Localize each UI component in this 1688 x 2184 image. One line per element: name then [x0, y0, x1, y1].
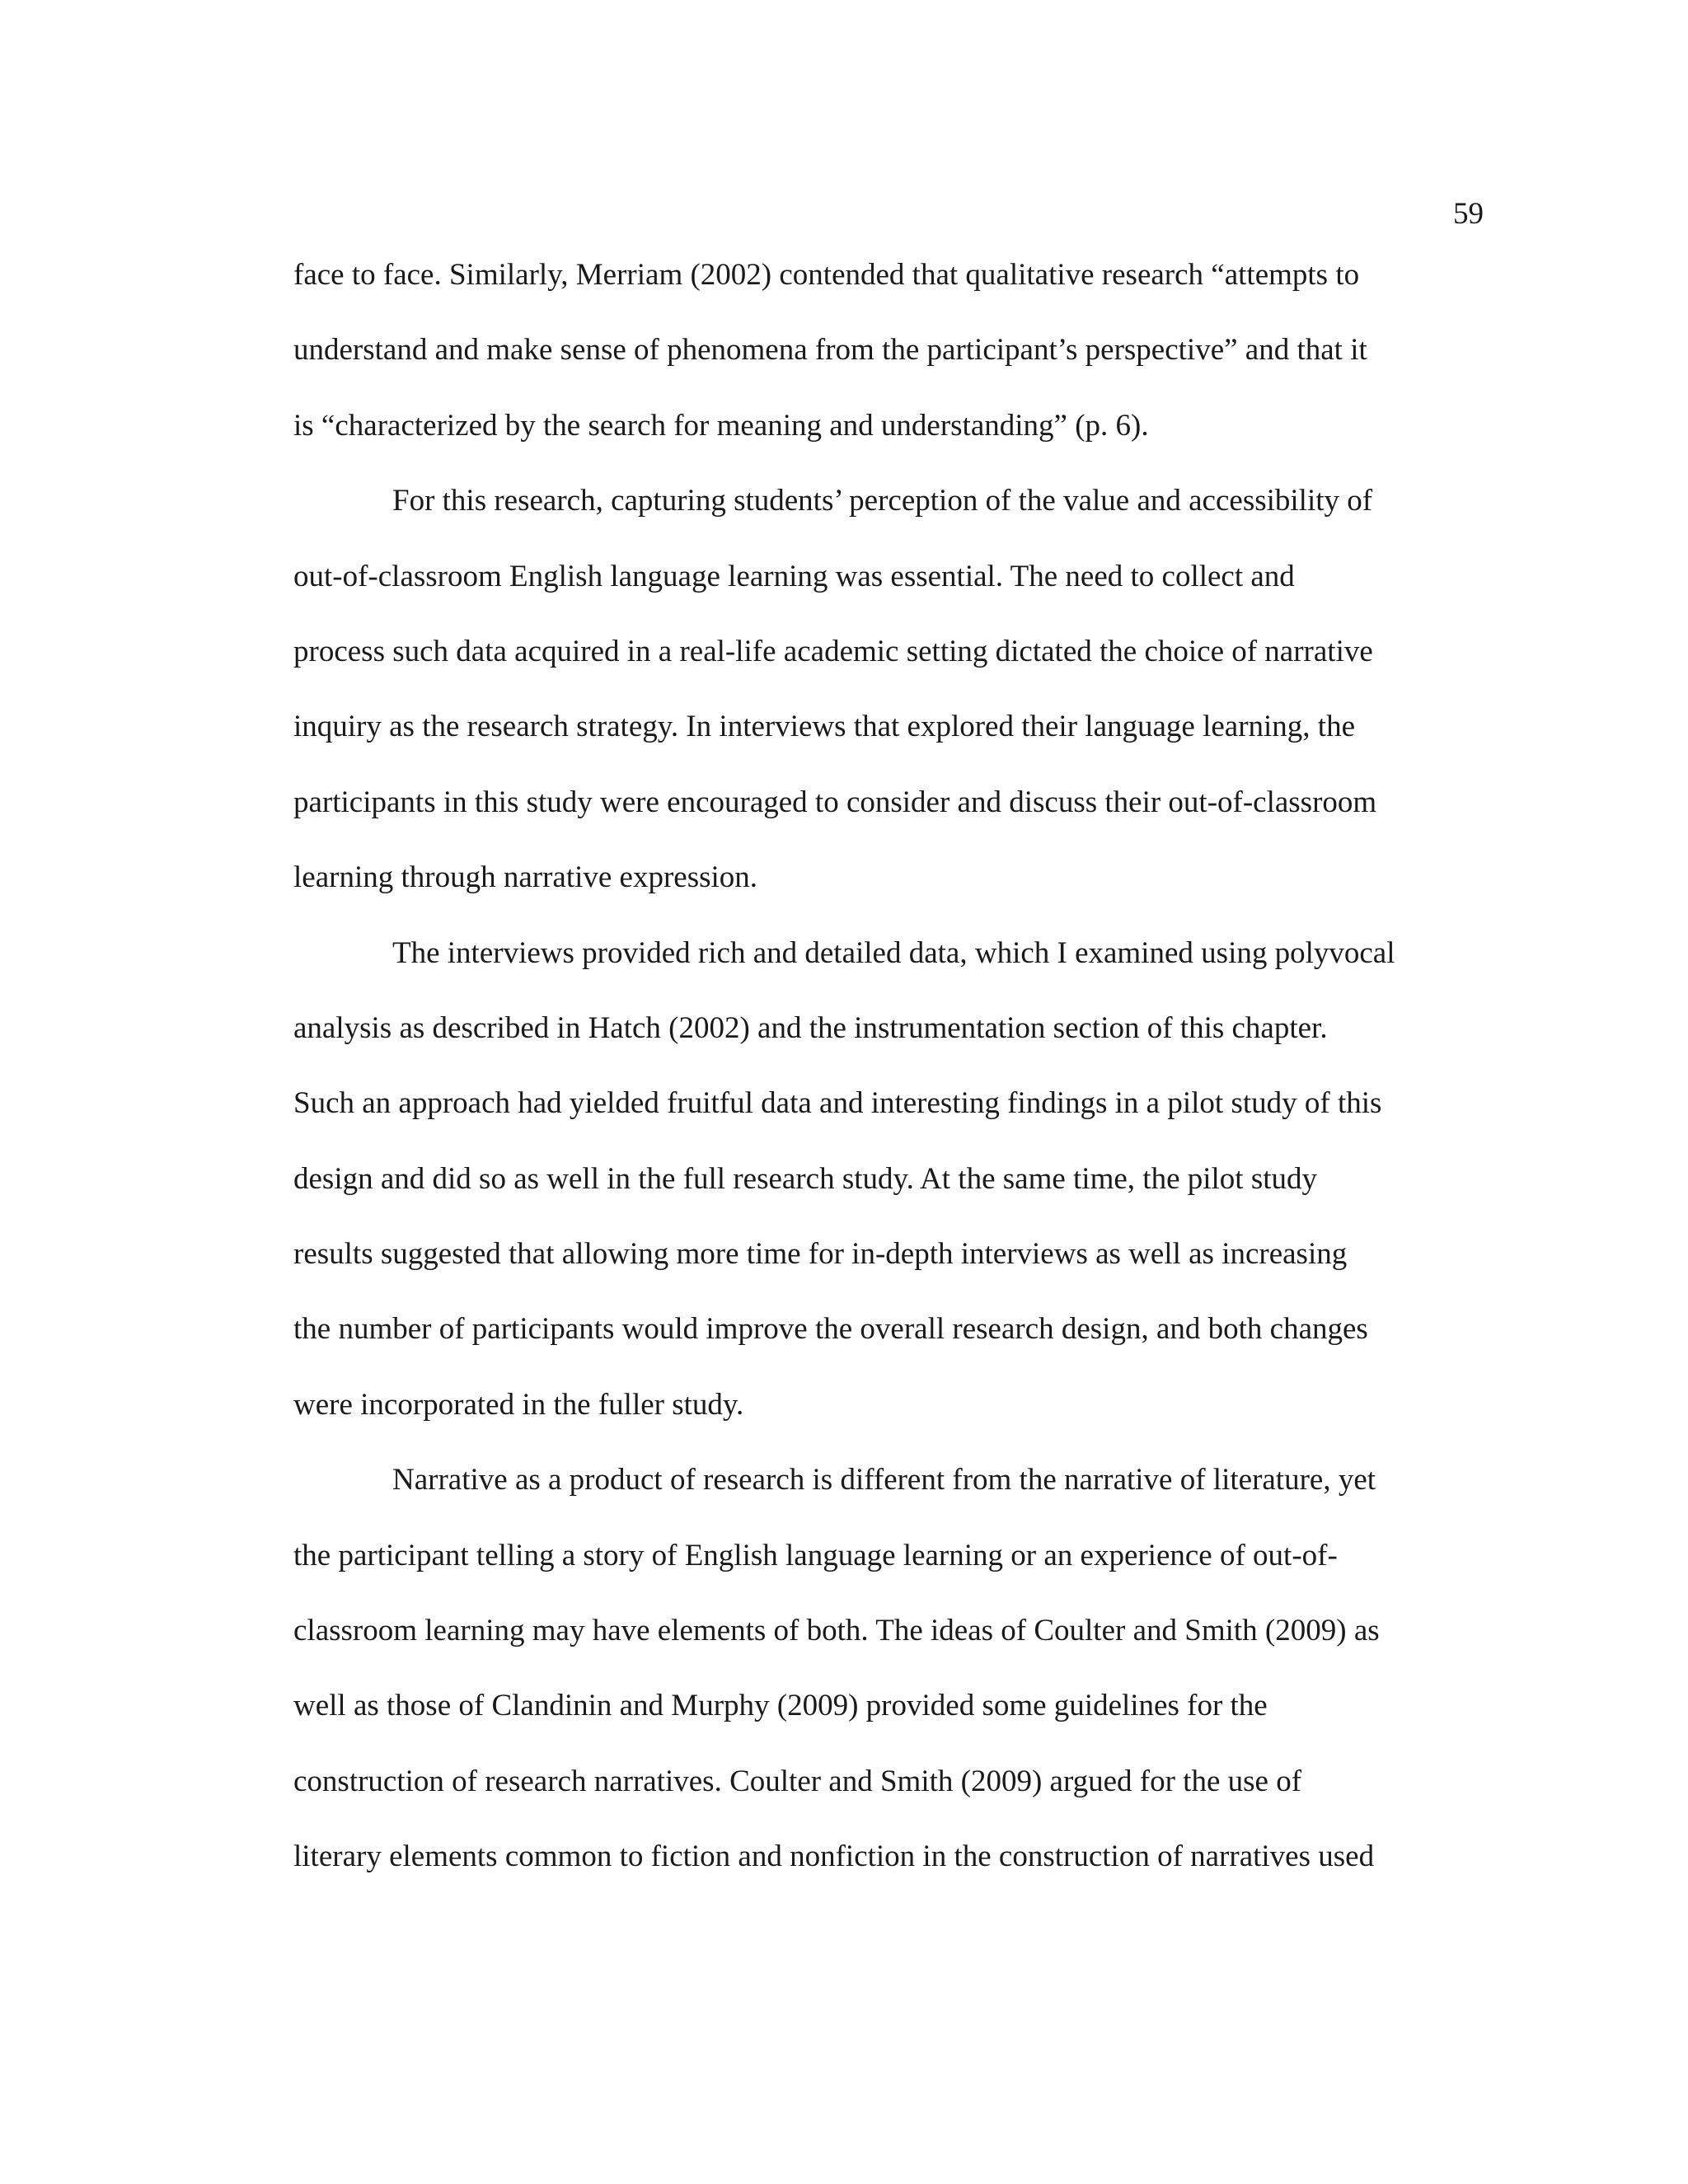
text-line: is “characterized by the search for meaning and understanding” (p. 6).: [293, 408, 1149, 443]
text-line: Narrative as a product of research is different from the narrative of literature, yet: [392, 1463, 1376, 1497]
text-line: Such an approach had yielded fruitful data and interesting findings in a pilot study of this: [293, 1086, 1382, 1121]
text-line: participants in this study were encouraged to consider and discuss their out-of-classroom: [293, 785, 1377, 819]
text-line: classroom learning may have elements of both. The ideas of Coulter and Smith (2009) as: [293, 1614, 1380, 1648]
text-line: learning through narrative expression.: [293, 860, 758, 895]
paragraph-4: [293, 1460, 1480, 1912]
text-line: face to face. Similarly, Merriam (2002) contended that qualitative research “attempts to: [293, 258, 1360, 292]
text-line: the number of participants would improve the overall research design, and both changes: [293, 1312, 1368, 1347]
text-line: inquiry as the research strategy. In interviews that explored their language learning, the: [293, 710, 1356, 744]
text-line: the participant telling a story of English language learning or an experience of out-of-: [293, 1538, 1338, 1572]
paragraph-2: [293, 481, 1480, 933]
text-line: well as those of Clandinin and Murphy (2009) provided some guidelines for the: [293, 1689, 1268, 1723]
text-line: process such data acquired in a real-life academic setting dictated the choice of narrative: [293, 634, 1373, 668]
text-line: out-of-classroom English language learning was essential. The need to collect and: [293, 559, 1295, 593]
text-line: design and did so as well in the full research study. At the same time, the pilot study: [293, 1161, 1318, 1196]
text-line: were incorporated in the fuller study.: [293, 1387, 744, 1422]
text-line: literary elements common to fiction and nonfiction in the construction of narratives used: [293, 1840, 1375, 1874]
text-line: For this research, capturing students’ perception of the value and accessibility of: [392, 484, 1373, 518]
text-line: results suggested that allowing more time for in-depth interviews as well as increasing: [293, 1237, 1348, 1272]
text-line: analysis as described in Hatch (2002) and the instrumentation section of this chapter.: [293, 1010, 1328, 1045]
paragraph-1: [293, 255, 1480, 481]
text-line: construction of research narratives. Coulter and Smith (2009) argued for the use of: [293, 1764, 1302, 1798]
text-line: The interviews provided rich and detailed data, which I examined using polyvocal: [392, 935, 1395, 970]
page-number: 59: [1453, 197, 1484, 231]
body-text: [293, 255, 1480, 1913]
paragraph-3: [293, 934, 1480, 1461]
text-line: understand and make sense of phenomena from the participant’s perspective” and that it: [293, 333, 1367, 368]
